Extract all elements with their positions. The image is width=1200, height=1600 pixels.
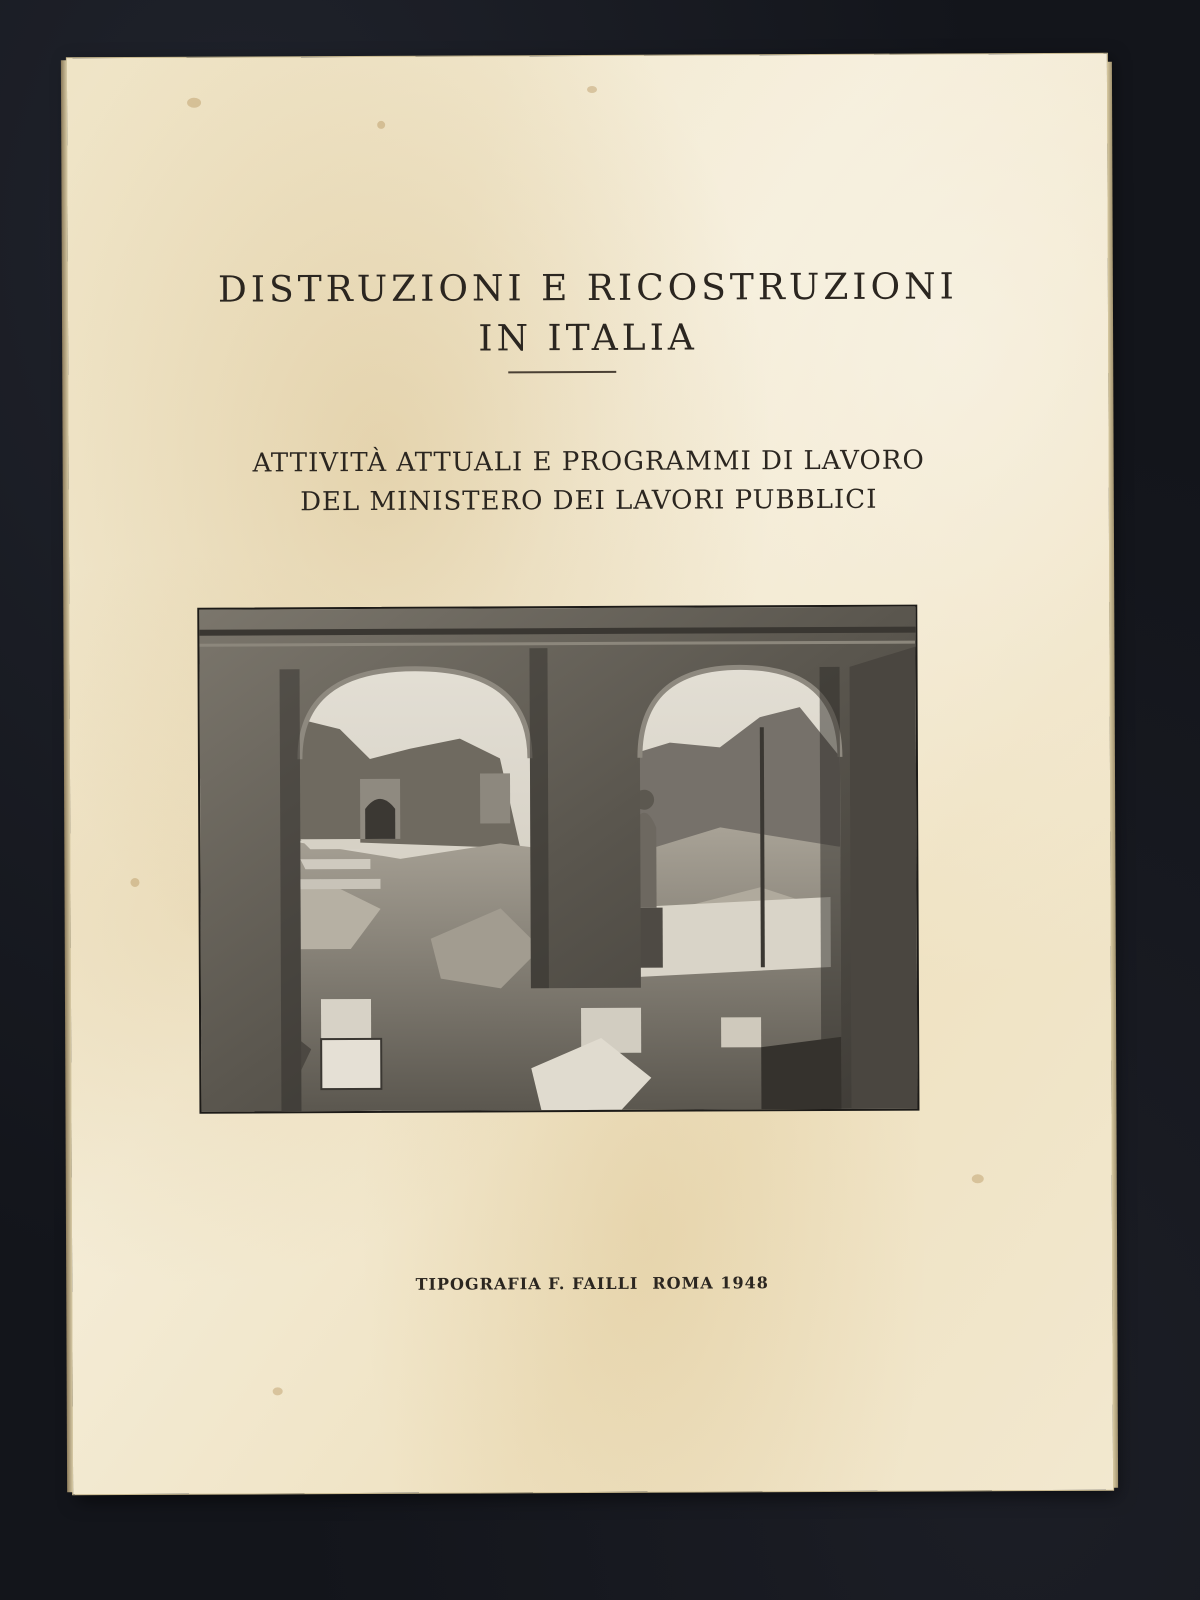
arcade-ruins-illustration bbox=[199, 607, 917, 1112]
foxing-spot bbox=[377, 121, 385, 129]
cover-subtitle-line-1: ATTIVITÀ ATTUALI E PROGRAMMI DI LAVORO bbox=[252, 445, 925, 479]
foxing-spot bbox=[273, 1387, 283, 1395]
booklet-cover bbox=[67, 54, 1113, 1495]
ruins-photograph bbox=[199, 607, 917, 1112]
printer-imprint bbox=[72, 1272, 1112, 1296]
foxing-spot bbox=[972, 1174, 984, 1183]
cover-title-line-2: IN ITALIA bbox=[478, 317, 698, 360]
foxing-spot bbox=[187, 98, 201, 108]
printer-name: TIPOGRAFIA F. FAILLI bbox=[415, 1273, 639, 1294]
foxing-spot bbox=[587, 86, 597, 93]
place-and-year: ROMA 1948 bbox=[652, 1273, 769, 1293]
title-divider bbox=[508, 371, 616, 373]
foxing-spot bbox=[130, 878, 139, 887]
cover-title-line-1: DISTRUZIONI E RICOSTRUZIONI bbox=[217, 266, 958, 311]
cover-subtitle-line-2: DEL MINISTERO DEI LAVORI PUBBLICI bbox=[300, 484, 878, 518]
